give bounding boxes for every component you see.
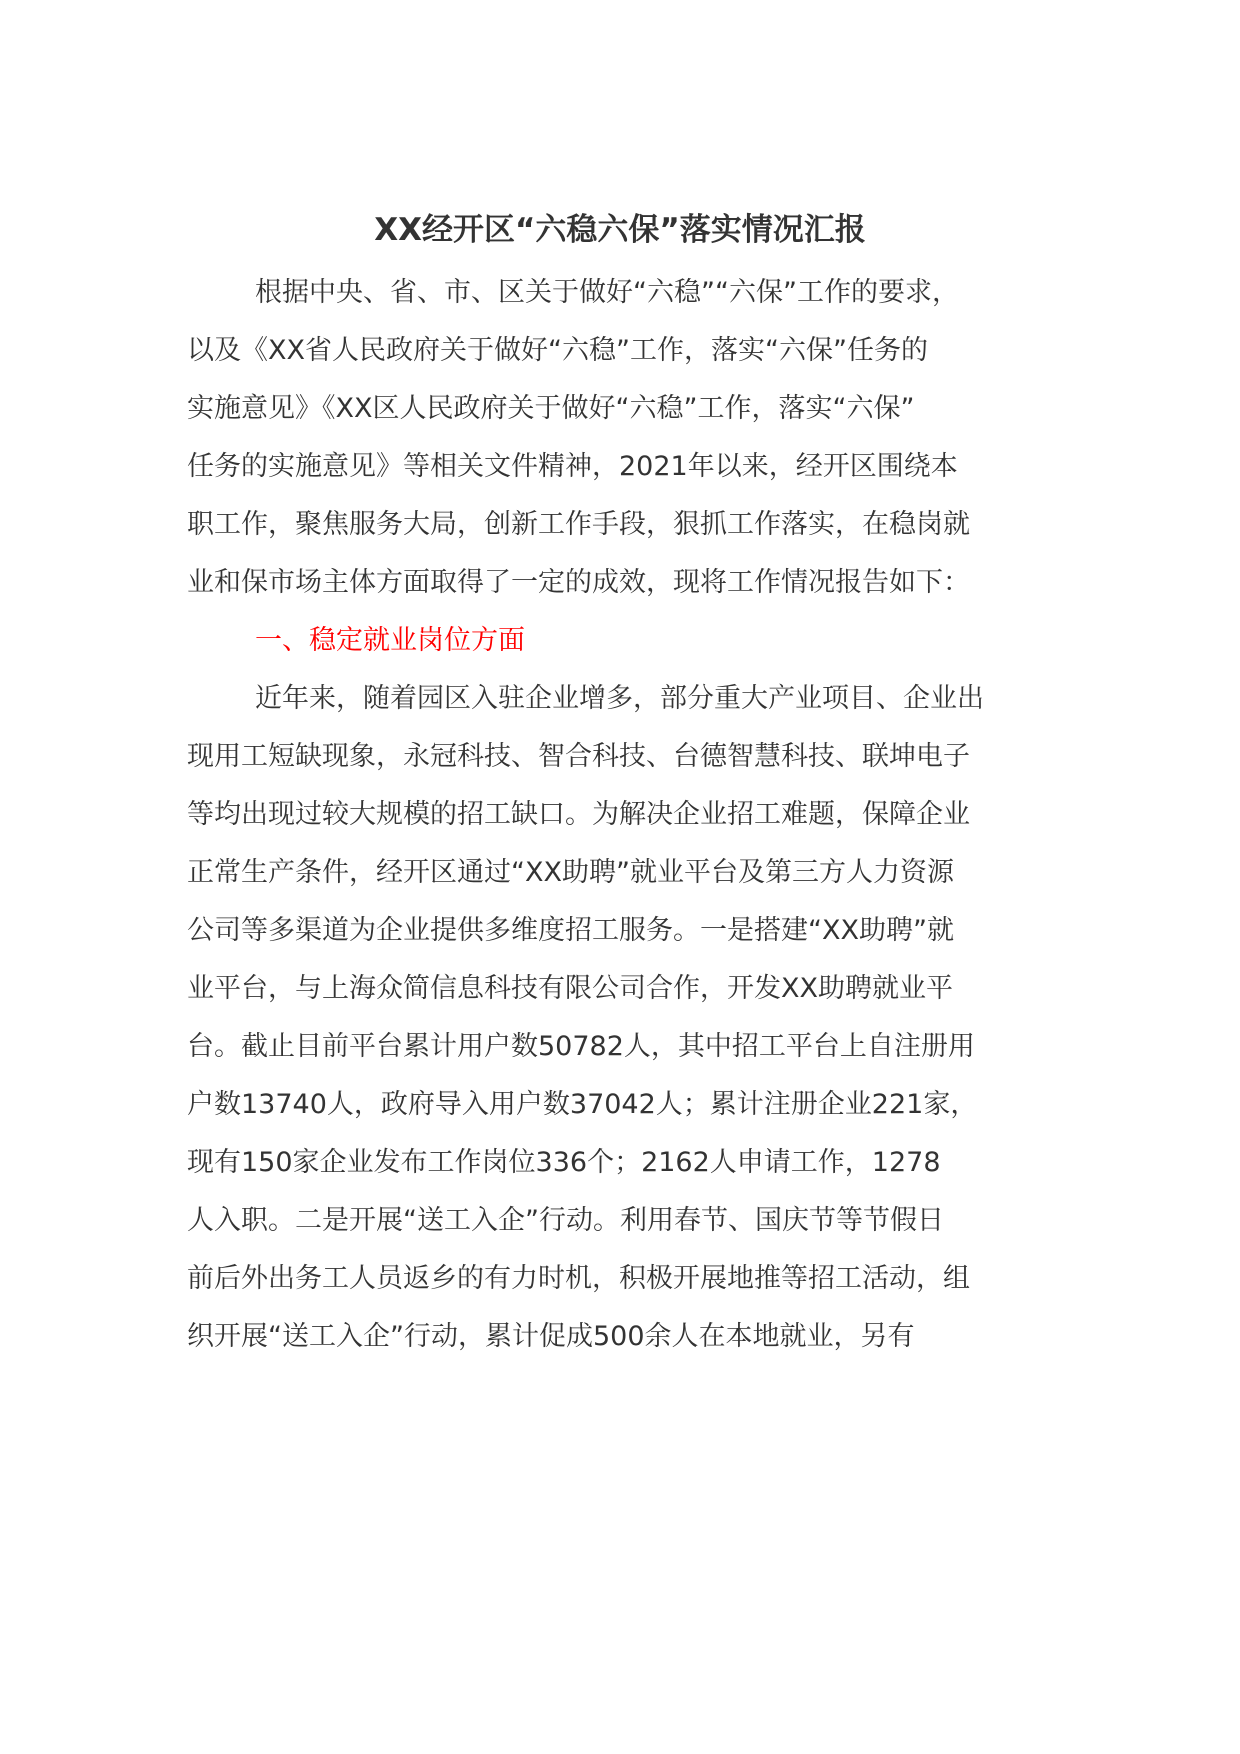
text-line: 台。截止目前平台累计用户数50782人，其中招工平台上自注册用 (187, 1031, 975, 1062)
text-line: 人入职。二是开展“送工入企”行动。利用春节、国庆节等节假日 (187, 1205, 944, 1236)
text-line: 现用工短缺现象，永冠科技、智合科技、台德智慧科技、联坤电子 (187, 741, 970, 772)
text-line: 户数13740人，政府导入用户数37042人；累计注册企业221家， (187, 1089, 978, 1120)
section-heading-employment: 一、稳定就业岗位方面 (255, 625, 525, 656)
text-line: 等均出现过较大规模的招工缺口。为解决企业招工难题，保障企业 (187, 799, 970, 830)
text-line: 织开展“送工入企”行动，累计促成500余人在本地就业，另有 (187, 1321, 915, 1352)
text-line: 以及《XX省人民政府关于做好“六稳”工作，落实“六保”任务的 (187, 335, 928, 366)
text-line: 职工作，聚焦服务大局，创新工作手段，狠抓工作落实，在稳岗就 (187, 509, 970, 540)
text-line: 根据中央、省、市、区关于做好“六稳”“六保”工作的要求， (255, 277, 959, 308)
text-line: 公司等多渠道为企业提供多维度招工服务。一是搭建“XX助聘”就 (187, 915, 954, 946)
text-line: 任务的实施意见》等相关文件精神，2021年以来，经开区围绕本 (187, 451, 958, 482)
text-line: 近年来，随着园区入驻企业增多，部分重大产业项目、企业出 (255, 683, 984, 714)
text-line: 业和保市场主体方面取得了一定的成效，现将工作情况报告如下： (187, 567, 970, 598)
document-title: XX经开区“六稳六保”落实情况汇报 (374, 212, 866, 248)
text-line: 前后外出务工人员返乡的有力时机，积极开展地推等招工活动，组 (187, 1263, 970, 1294)
text-line: 实施意见》《XX区人民政府关于做好“六稳”工作，落实“六保” (187, 393, 915, 424)
text-line: 现有150家企业发布工作岗位336个；2162人申请工作，1278 (187, 1147, 941, 1178)
text-line: 业平台，与上海众简信息科技有限公司合作，开发XX助聘就业平 (187, 973, 953, 1004)
text-line: 正常生产条件，经开区通过“XX助聘”就业平台及第三方人力资源 (187, 857, 954, 888)
